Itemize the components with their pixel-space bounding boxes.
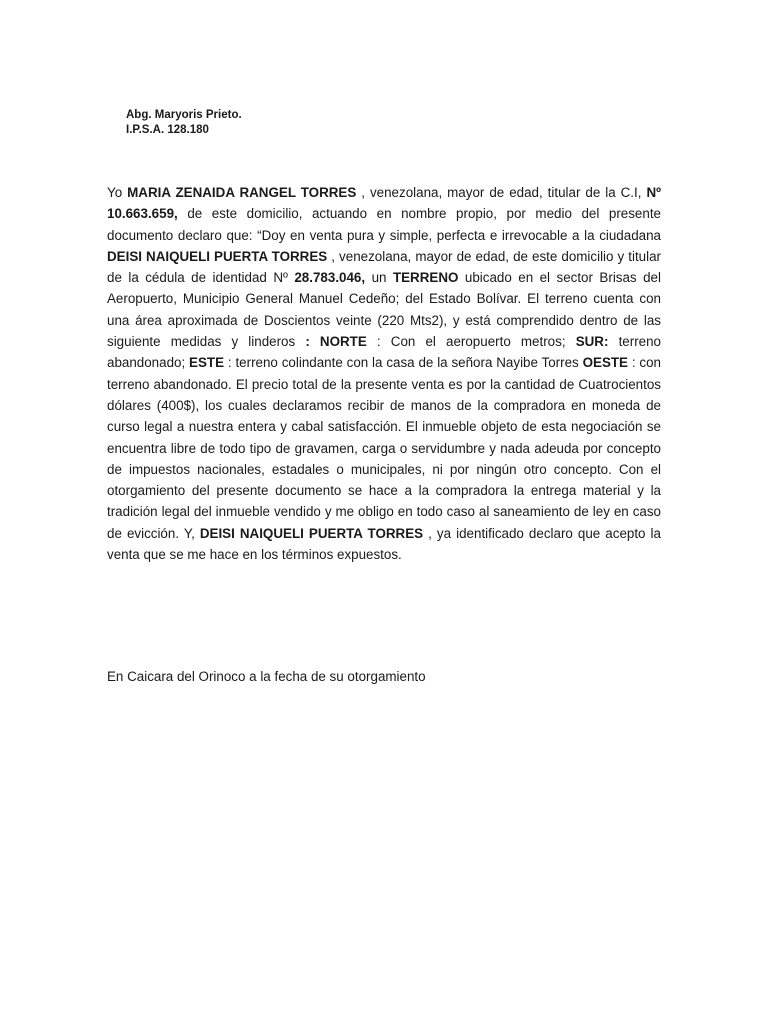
property-type: TERRENO <box>392 270 459 286</box>
sale-declaration-paragraph <box>107 182 661 565</box>
text-segment: : con terreno abandonado. El precio total de la presente venta es por la cantidad de Cuatrocientos dólares (400$), los cuales declaramos recibir de manos de la compradora en moneda de curso legal a nuestra entera y cabal satisfacción. El inmueble objeto de esta negociación se encuentra libre de todo tipo de gravamen, carga o servidumbre y nada adeuda por concepto de impuestos nacionales, estadales o municipales, ni por ningún otro concepto. Con el otorgamiento del presente documento se hace a la compradora la entrega material y la tradición legal del inmueble vendido y me obligo en todo caso al saneamiento de ley en caso de evicción. Y, <box>107 355 661 541</box>
text-segment: un <box>371 270 393 286</box>
buyer-id-number: 28.783.046, <box>294 270 366 286</box>
text-segment: de este domicilio, actuando en nombre propio, por medio del presente documento declaro que: “Doy en venta pura y simple, perfecta e irrevocable a la ciudadana <box>107 206 661 243</box>
document-header <box>126 108 242 138</box>
boundary-west-label: OESTE <box>582 355 628 371</box>
seller-name: MARIA ZENAIDA RANGEL TORRES <box>127 185 357 200</box>
text-segment: Yo <box>107 185 128 200</box>
buyer-name: DEISI NAIQUELI PUERTA TORRES <box>199 525 424 541</box>
text-segment: : Con el aeropuerto metros; <box>376 334 576 350</box>
buyer-name: DEISI NAIQUELI PUERTA TORRES <box>107 248 328 264</box>
text-segment: terreno abandonado; <box>107 334 661 371</box>
lawyer-name: Abg. Maryoris Prieto. <box>126 109 242 121</box>
boundary-south-label: SUR: <box>575 334 609 350</box>
text-segment: : terreno colindante con la casa de la señora Nayibe Torres <box>227 355 583 371</box>
text-segment: , venezolana, mayor de edad, de este domicilio y titular de la cédula de identidad Nº <box>107 248 661 286</box>
text-segment: ubicado en el sector Brisas del Aeropuerto, Municipio General Manuel Cedeño; del Estado Bolívar. El terreno cuenta con una área aproximada de Doscientos veinte (220 Mts2), y está comprendido dentro de las siguiente medidas y linderos <box>107 270 661 350</box>
closing-line: En Caicara del Orinoco a la fecha de su otorgamiento <box>107 669 426 684</box>
text-segment: , ya identificado declaro que acepto la venta que se me hace en los términos expuestos. <box>107 525 661 563</box>
boundary-north-label: : NORTE <box>305 334 367 350</box>
seller-id-number: Nº 10.663.659, <box>107 185 662 222</box>
text-segment: , venezolana, mayor de edad, titular de la C.I, <box>361 185 647 200</box>
boundary-east-label: ESTE <box>189 355 225 371</box>
ipsa-number: I.P.S.A. 128.180 <box>126 124 209 136</box>
